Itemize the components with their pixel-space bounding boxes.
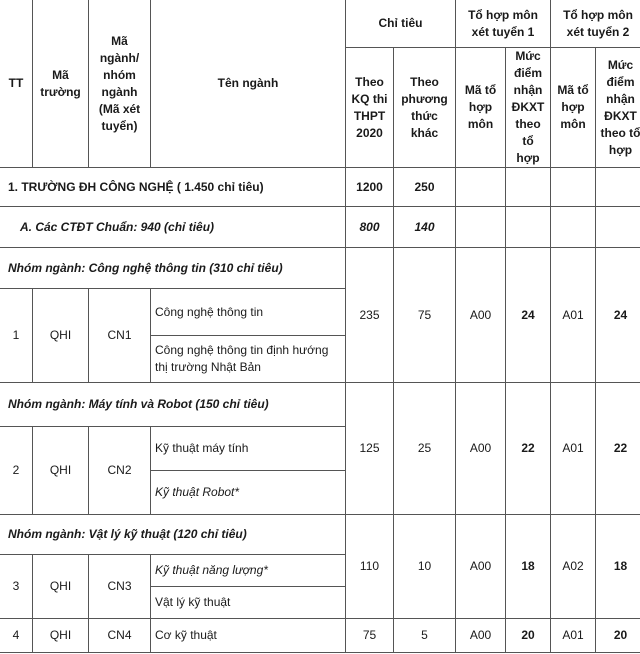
- section-a-pt: 140: [394, 207, 456, 248]
- cell-major: Cơ kỹ thuật: [151, 619, 346, 653]
- cell-to-hop-1: A00: [456, 619, 506, 653]
- header-to-hop-1: Tổ hợp môn xét tuyển 1: [456, 0, 551, 48]
- cell-diem-1: 18: [506, 515, 551, 619]
- header-muc-diem-2: Mức điểm nhận ĐKXT theo tổ hợp: [596, 48, 640, 168]
- header-ma-truong: Mã trường: [33, 0, 89, 168]
- cell-to-hop-1: A00: [456, 515, 506, 619]
- cell-truong: QHI: [33, 619, 89, 653]
- group-title: Nhóm ngành: Công nghệ thông tin (310 chỉ tiêu): [0, 248, 346, 289]
- section-a-kq: 800: [346, 207, 394, 248]
- cell-pt: 25: [394, 383, 456, 515]
- cell-diem-1: 20: [506, 619, 551, 653]
- group-row: [0, 383, 640, 427]
- cell-ma: CN3: [89, 555, 151, 619]
- cell-tt: 3: [0, 555, 33, 619]
- cell-to-hop-1: A00: [456, 383, 506, 515]
- group-title: Nhóm ngành: Máy tính và Robot (150 chỉ tiêu): [0, 383, 346, 427]
- table-row: [0, 619, 640, 653]
- header-ma-nganh: Mã ngành/ nhóm ngành (Mã xét tuyển): [89, 0, 151, 168]
- group-title: Nhóm ngành: Vật lý kỹ thuật (120 chỉ tiêu): [0, 515, 346, 555]
- header-chi-tieu: Chỉ tiêu: [346, 0, 456, 48]
- cell-diem-1: 24: [506, 248, 551, 383]
- cell-to-hop-2: A01: [551, 619, 596, 653]
- cell-pt: 10: [394, 515, 456, 619]
- section-a-row: [0, 207, 640, 248]
- cell-pt: 5: [394, 619, 456, 653]
- cell-truong: QHI: [33, 427, 89, 515]
- cell-major: Vật lý kỹ thuật: [151, 587, 346, 619]
- cell-diem-1: 22: [506, 383, 551, 515]
- header-ten-nganh: Tên ngành: [151, 0, 346, 168]
- cell-kq: 110: [346, 515, 394, 619]
- school-kq: 1200: [346, 168, 394, 207]
- cell-ma: CN1: [89, 289, 151, 383]
- cell-to-hop-2: A02: [551, 515, 596, 619]
- section-a-name: A. Các CTĐT Chuẩn: 940 (chỉ tiêu): [0, 207, 346, 248]
- cell-ma: CN2: [89, 427, 151, 515]
- header-ma-to-hop-2: Mã tổ hợp môn: [551, 48, 596, 168]
- cell-diem-2: 20: [596, 619, 640, 653]
- cell-ma: CN4: [89, 619, 151, 653]
- cell-truong: QHI: [33, 555, 89, 619]
- cell-major: Kỹ thuật Robot*: [151, 471, 346, 515]
- cell-to-hop-2: A01: [551, 383, 596, 515]
- cell-truong: QHI: [33, 289, 89, 383]
- cell-kq: 125: [346, 383, 394, 515]
- cell-tt: 4: [0, 619, 33, 653]
- cell-major: Kỹ thuật năng lượng*: [151, 555, 346, 587]
- cell-major: Kỹ thuật máy tính: [151, 427, 346, 471]
- cell-diem-2: 18: [596, 515, 640, 619]
- cell-kq: 235: [346, 248, 394, 383]
- header-ma-to-hop-1: Mã tổ hợp môn: [456, 48, 506, 168]
- cell-to-hop-1: A00: [456, 248, 506, 383]
- cell-kq: 75: [346, 619, 394, 653]
- group-row: [0, 248, 640, 289]
- header-muc-diem-1: Mức điểm nhận ĐKXT theo tổ hợp: [506, 48, 551, 168]
- cell-to-hop-2: A01: [551, 248, 596, 383]
- cell-major: Công nghệ thông tin: [151, 289, 346, 336]
- header-to-hop-2: Tổ hợp môn xét tuyển 2: [551, 0, 640, 48]
- cell-diem-2: 22: [596, 383, 640, 515]
- cell-diem-2: 24: [596, 248, 640, 383]
- cell-tt: 2: [0, 427, 33, 515]
- school-pt: 250: [394, 168, 456, 207]
- header-tt: TT: [0, 0, 33, 168]
- school-name: 1. TRƯỜNG ĐH CÔNG NGHỆ ( 1.450 chỉ tiêu): [0, 168, 346, 207]
- cell-pt: 75: [394, 248, 456, 383]
- group-row: [0, 515, 640, 555]
- header-theo-kq: Theo KQ thi THPT 2020: [346, 48, 394, 168]
- cell-major: Công nghệ thông tin định hướng thị trường Nhật Bản: [151, 336, 346, 383]
- header-theo-pt: Theo phương thức khác: [394, 48, 456, 168]
- school-row: [0, 168, 640, 207]
- cell-tt: 1: [0, 289, 33, 383]
